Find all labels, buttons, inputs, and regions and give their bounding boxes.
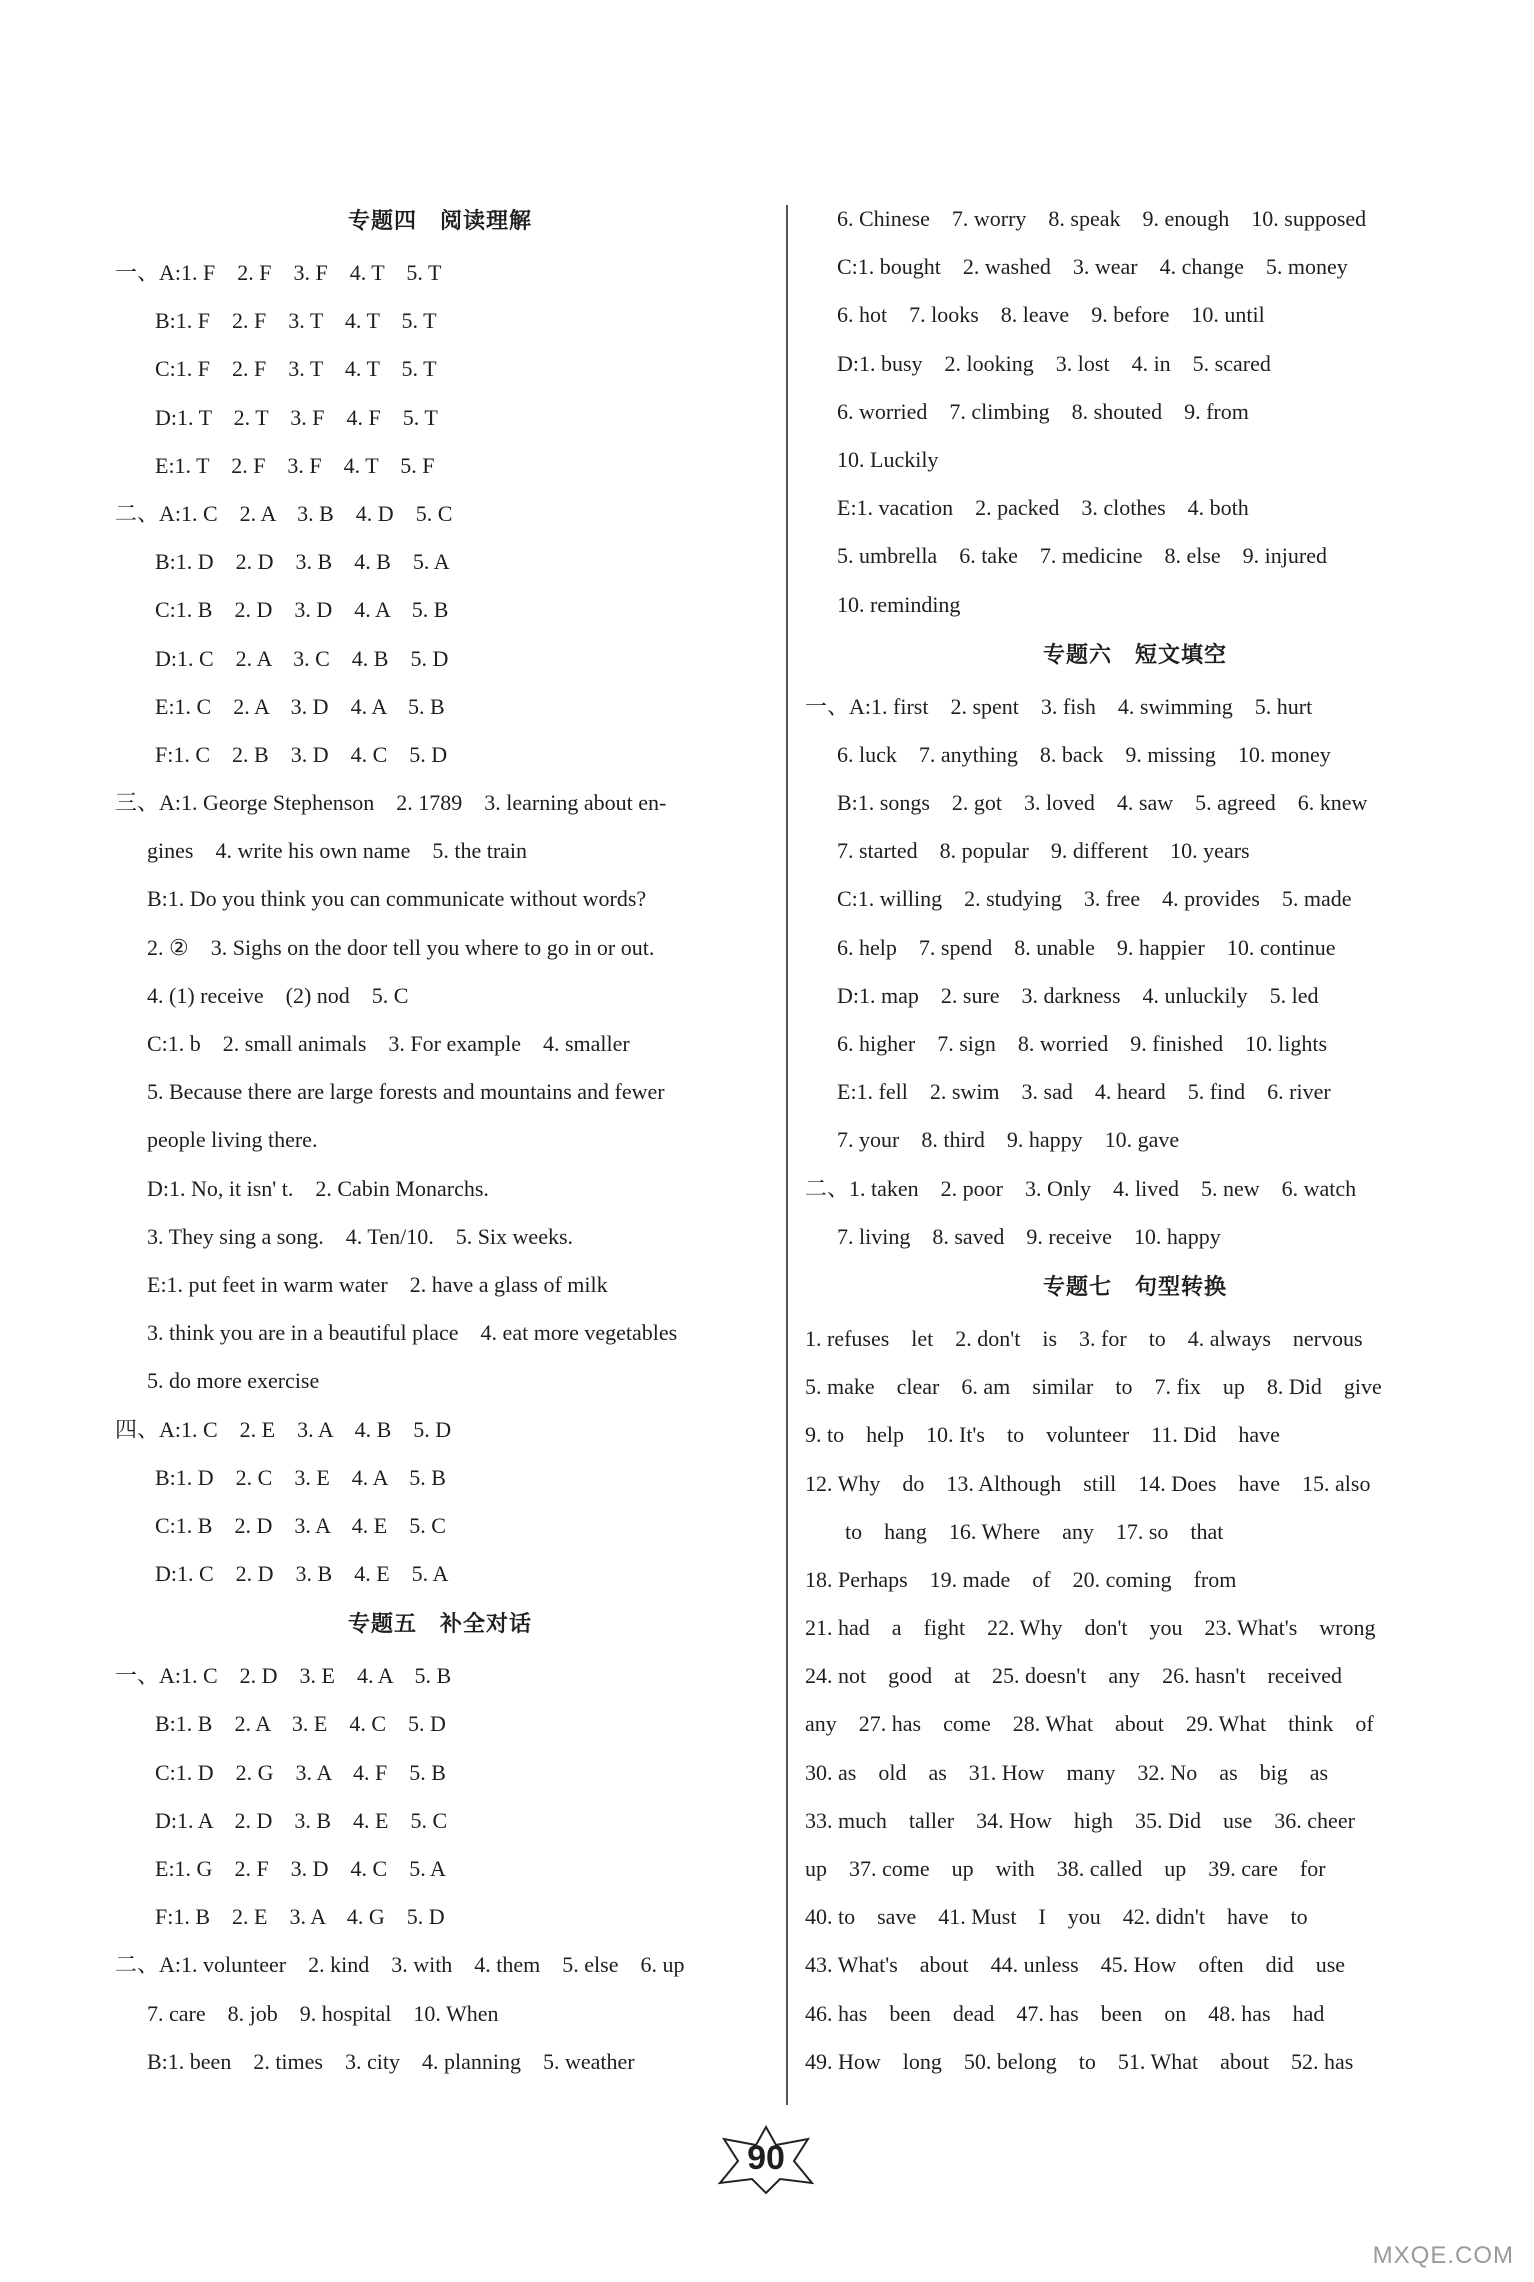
answer-line: 21. had a fight 22. Why don't you 23. What's wrong <box>805 1615 1376 1641</box>
section-heading-6: 专题六 短文填空 <box>1042 642 1227 668</box>
answer-line: 9. to help 10. It's to volunteer 11. Did have <box>805 1422 1280 1448</box>
answer-line: E:1. G 2. F 3. D 4. C 5. A <box>155 1856 446 1881</box>
answer-line: D:1. C 2. D 3. B 4. E 5. A <box>155 1561 449 1587</box>
answer-line: 7. your 8. third 9. happy 10. gave <box>837 1127 1180 1153</box>
answer-line: B:1. B 2. A 3. E 4. C 5. D <box>155 1711 446 1737</box>
answer-line: 4. (1) receive (2) nod 5. C <box>147 982 409 1008</box>
answer-line: 33. much taller 34. How high 35. Did use 36. cheer <box>805 1807 1355 1833</box>
answer-line: E:1. vacation 2. packed 3. clothes 4. both <box>837 495 1249 521</box>
answer-line: 49. How long 50. belong to 51. What about 52. has <box>805 2048 1354 2074</box>
answer-line: E:1. T 2. F 3. F 4. T 5. F <box>155 452 435 478</box>
answer-line: 3. They sing a song. 4. Ten/10. 5. Six weeks. <box>147 1223 574 1249</box>
answer-line: C:1. F 2. F 3. T 4. T 5. T <box>155 356 437 382</box>
answer-line: B:1. D 2. C 3. E 4. A 5. B <box>155 1464 446 1490</box>
answer-line: D:1. map 2. sure 3. darkness 4. unluckily 5. led <box>837 982 1319 1008</box>
answer-line: 2. ② 3. Sighs on the door tell you where to go in or out. <box>147 934 655 960</box>
answer-line: B:1. songs 2. got 3. loved 4. saw 5. agreed 6. knew <box>837 790 1368 816</box>
answer-line: C:1. bought 2. washed 3. wear 4. change 5. money <box>837 254 1348 280</box>
answer-line: 46. has been dead 47. has been on 48. has had <box>805 2000 1325 2026</box>
answer-line: 一、A:1. first 2. spent 3. fish 4. swimming 5. hurt <box>805 693 1313 719</box>
left-column <box>115 195 765 2086</box>
answer-line: 5. make clear 6. am similar to 7. fix up 8. Did give <box>805 1374 1382 1400</box>
answer-line: C:1. B 2. D 3. D 4. A 5. B <box>155 597 449 623</box>
answer-line: D:1. A 2. D 3. B 4. E 5. C <box>155 1807 448 1833</box>
answer-line: 一、A:1. F 2. F 3. F 4. T 5. T <box>115 260 442 285</box>
answer-line: 6. worried 7. climbing 8. shouted 9. from <box>837 398 1249 424</box>
answer-line: 一、A:1. C 2. D 3. E 4. A 5. B <box>115 1663 452 1689</box>
answer-line: 6. higher 7. sign 8. worried 9. finished 10. lights <box>837 1031 1328 1056</box>
answer-line: 10. Luckily <box>837 446 939 472</box>
answer-line: D:1. T 2. T 3. F 4. F 5. T <box>155 404 438 430</box>
section-heading-5: 专题五 补全对话 <box>347 1612 532 1638</box>
answer-line: 二、A:1. C 2. A 3. B 4. D 5. C <box>115 500 453 526</box>
answer-line: C:1. willing 2. studying 3. free 4. provides 5. made <box>837 886 1352 912</box>
answer-line: C:1. b 2. small animals 3. For example 4. smaller <box>147 1031 630 1056</box>
answer-line: 三、A:1. George Stephenson 2. 1789 3. learning about en- <box>115 790 667 816</box>
answer-line: 7. started 8. popular 9. different 10. years <box>837 838 1250 864</box>
answer-line: 5. do more exercise <box>147 1368 320 1394</box>
answer-line: C:1. B 2. D 3. A 4. E 5. C <box>155 1512 446 1538</box>
answer-line: 43. What's about 44. unless 45. How often did use <box>805 1952 1346 1978</box>
right-column <box>805 195 1465 2086</box>
answer-line: 1. refuses let 2. don't is 3. for to 4. always nervous <box>805 1325 1363 1351</box>
answer-line: E:1. C 2. A 3. D 4. A 5. B <box>155 693 445 719</box>
answer-line: D:1. No, it isn' t. 2. Cabin Monarchs. <box>147 1175 489 1201</box>
answer-line: C:1. D 2. G 3. A 4. F 5. B <box>155 1759 446 1785</box>
answer-line: 30. as old as 31. How many 32. No as big as <box>805 1759 1329 1785</box>
answer-line: 5. umbrella 6. take 7. medicine 8. else 9. injured <box>837 543 1327 569</box>
answer-line: 3. think you are in a beautiful place 4. eat more vegetables <box>147 1320 678 1346</box>
answer-line: D:1. C 2. A 3. C 4. B 5. D <box>155 645 449 671</box>
answer-line: up 37. come up with 38. called up 39. care for <box>805 1856 1326 1881</box>
answer-line: 二、1. taken 2. poor 3. Only 4. lived 5. new 6. watch <box>805 1175 1357 1201</box>
answer-line: people living there. <box>147 1127 318 1153</box>
answer-line: 12. Why do 13. Although still 14. Does have 15. also <box>805 1470 1371 1496</box>
answer-line: F:1. B 2. E 3. A 4. G 5. D <box>155 1904 445 1930</box>
answer-line: B:1. been 2. times 3. city 4. planning 5. weather <box>147 2048 635 2074</box>
page-number-badge <box>716 2125 816 2195</box>
answer-line: 40. to save 41. Must I you 42. didn't have to <box>805 1904 1308 1930</box>
watermark-text: MXQE.COM <box>1372 2242 1514 2269</box>
answer-line: 6. help 7. spend 8. unable 9. happier 10. continue <box>837 934 1336 960</box>
answer-line: B:1. D 2. D 3. B 4. B 5. A <box>155 549 450 575</box>
answer-line: 6. luck 7. anything 8. back 9. missing 10. money <box>837 741 1331 767</box>
answer-line: B:1. F 2. F 3. T 4. T 5. T <box>155 308 437 334</box>
answer-line: 5. Because there are large forests and mountains and fewer <box>147 1079 665 1105</box>
answer-line: 四、A:1. C 2. E 3. A 4. B 5. D <box>115 1416 452 1442</box>
answer-line: 二、A:1. volunteer 2. kind 3. with 4. them 5. else 6. up <box>115 1952 685 1978</box>
answer-line: 7. living 8. saved 9. receive 10. happy <box>837 1223 1221 1249</box>
answer-line: to hang 16. Where any 17. so that <box>845 1518 1224 1544</box>
answer-line: gines 4. write his own name 5. the train <box>147 838 528 864</box>
watermark <box>1304 2180 1514 2270</box>
answer-line: 10. reminding <box>837 591 961 617</box>
column-divider <box>786 205 788 2105</box>
answer-line: B:1. Do you think you can communicate without words? <box>147 886 647 912</box>
page-number: 90 <box>747 2139 785 2177</box>
answer-line: any 27. has come 28. What about 29. What think of <box>805 1711 1374 1737</box>
section-heading-7: 专题七 句型转换 <box>1042 1274 1227 1300</box>
answer-line: 6. hot 7. looks 8. leave 9. before 10. until <box>837 302 1265 328</box>
section-heading-4: 专题四 阅读理解 <box>347 209 532 234</box>
answer-line: F:1. C 2. B 3. D 4. C 5. D <box>155 741 448 767</box>
answer-line: E:1. fell 2. swim 3. sad 4. heard 5. find 6. river <box>837 1079 1331 1105</box>
answer-line: 18. Perhaps 19. made of 20. coming from <box>805 1566 1237 1592</box>
answer-line: E:1. put feet in warm water 2. have a glass of milk <box>147 1271 608 1297</box>
answer-line: 7. care 8. job 9. hospital 10. When <box>147 2000 499 2026</box>
answer-line: 24. not good at 25. doesn't any 26. hasn't received <box>805 1663 1343 1689</box>
answer-line: D:1. busy 2. looking 3. lost 4. in 5. scared <box>837 350 1271 376</box>
answer-line: 6. Chinese 7. worry 8. speak 9. enough 10. supposed <box>837 206 1367 231</box>
